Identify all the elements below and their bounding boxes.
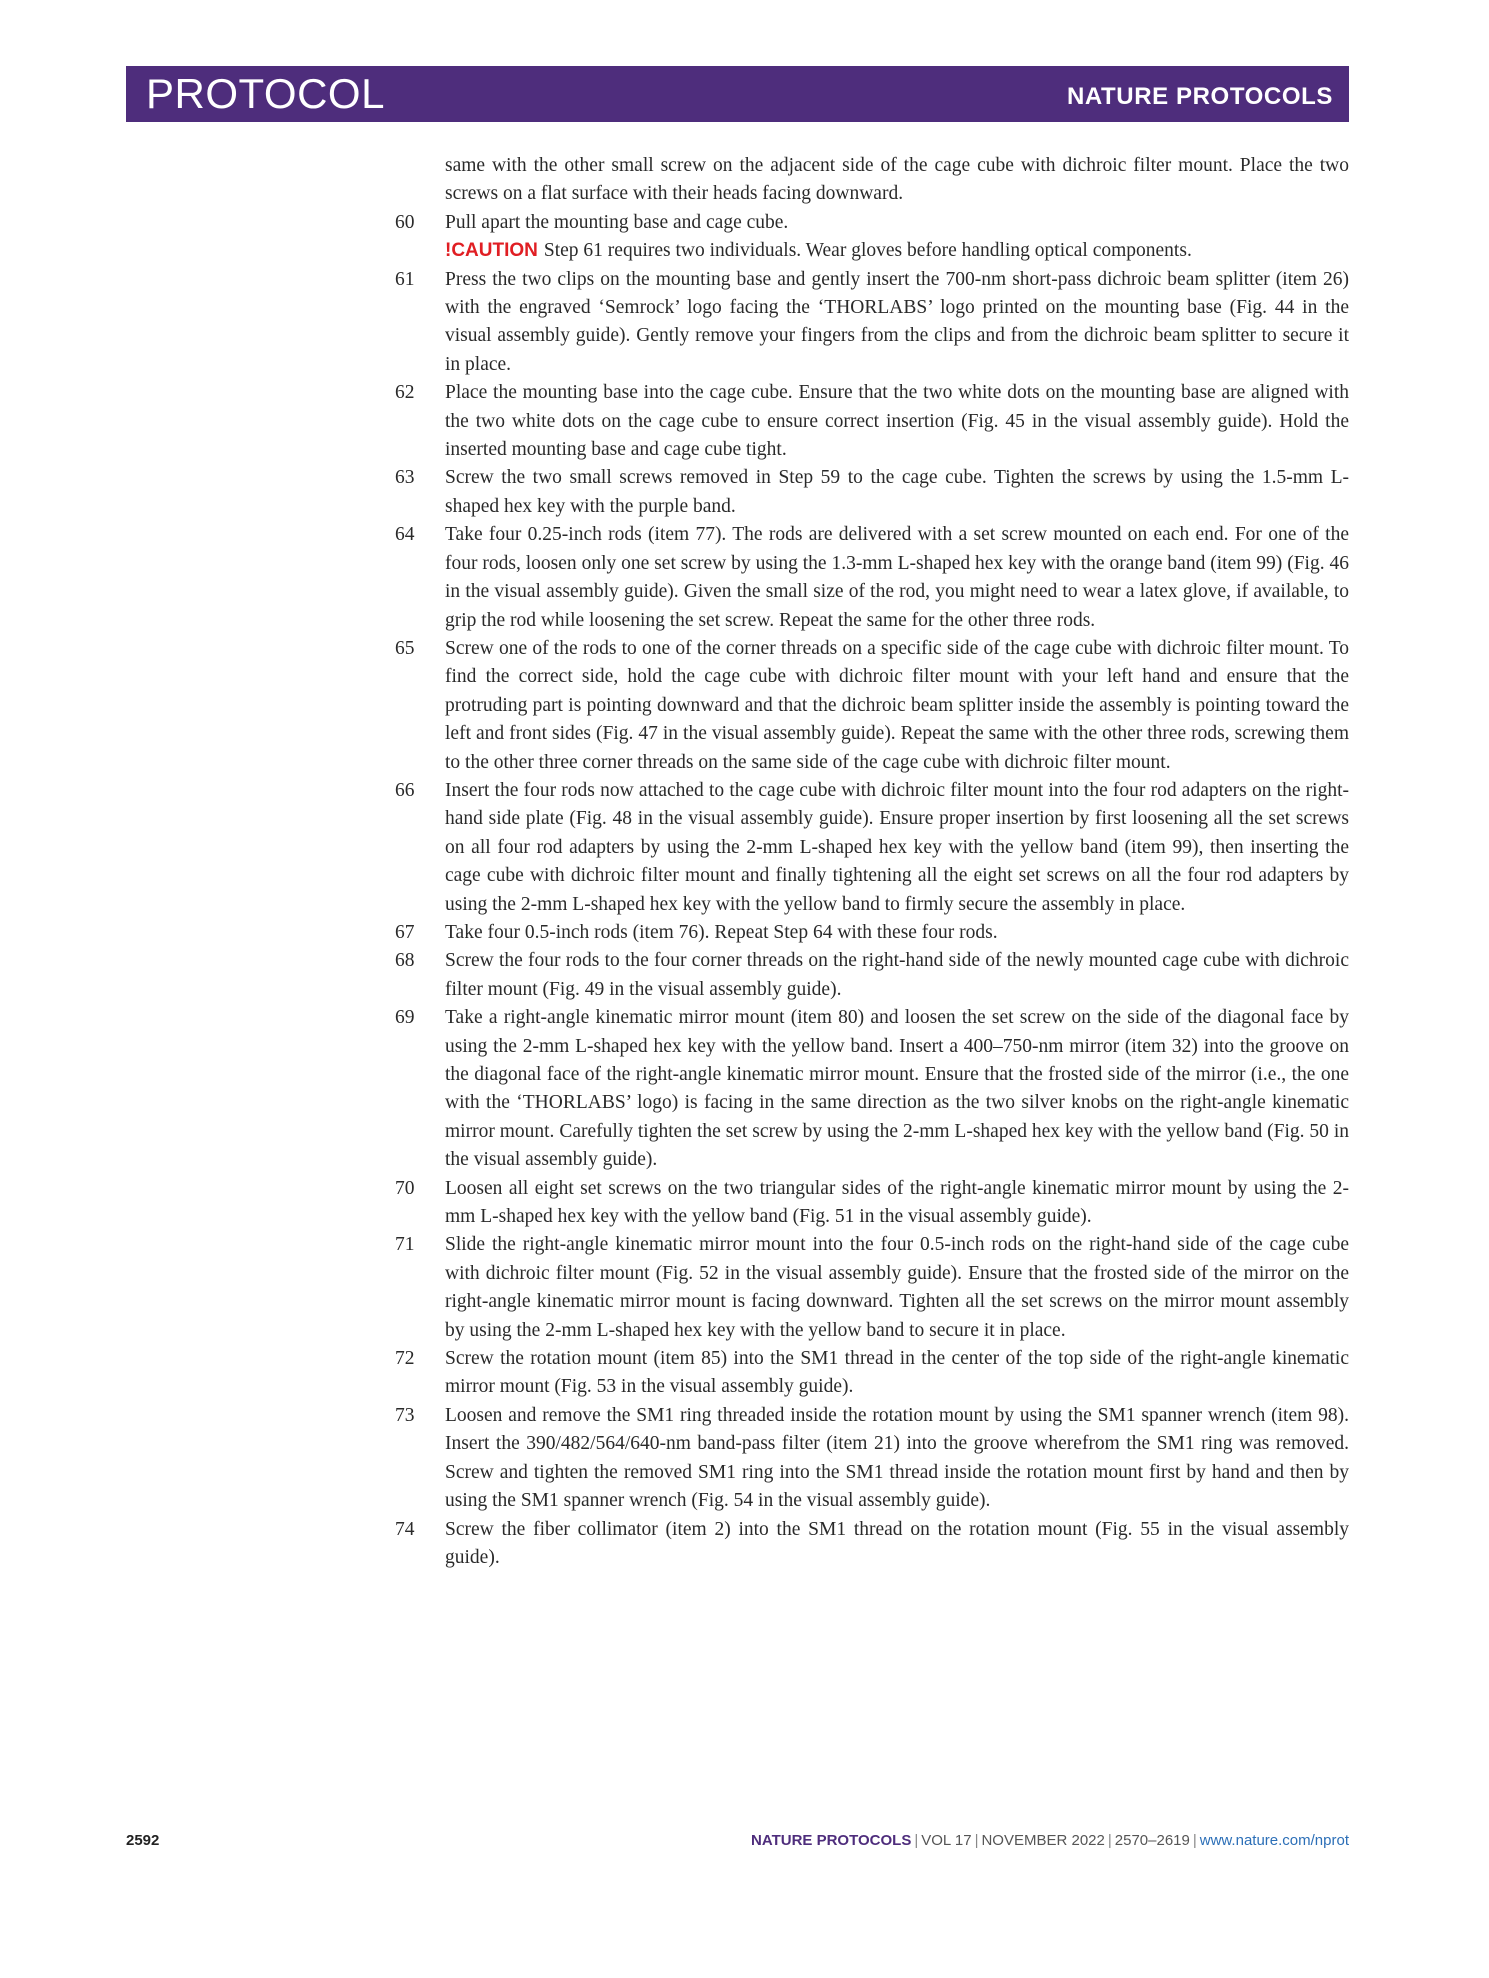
step-number: 67 — [395, 921, 415, 943]
journal-citation: NATURE PROTOCOLS | VOL 17 | NOVEMBER 2022 | 2570–2619 | www.nature.com/nprot — [751, 1832, 1349, 1849]
step-text: Insert the four rods now attached to the cage cube with dichroic filter mount into the four rod adapters on the right-hand side plate (Fig. 48 in the visual assembly guide). Ensure proper insertion by first loosening all the set screws on all four rod adapters by using the 2-mm L-shaped hex key with the yellow band (item 99), then inserting the cage cube with dichroic filter mount and finally tightening all the eight set screws on all the four rod adapters by using the 2-mm L-shaped hex key with the yellow band to firmly secure the assembly in place. — [445, 779, 1349, 915]
step-text: Screw one of the rods to one of the corner threads on a specific side of the cage cube with dichroic filter mount. To find the correct side, hold the cage cube with dichroic filter mount with your left hand and ensure that the protruding part is pointing downward and that the dichroic beam splitter inside the assembly is pointing toward the left and front sides (Fig. 47 in the visual assembly guide). Repeat the same with the other three rods, screwing them to the other three corner threads on the same side of the cage cube with dichroic filter mount. — [445, 637, 1349, 773]
step-text: Press the two clips on the mounting base and gently insert the 700-nm short-pass dichroic beam splitter (item 26) with the engraved ‘Semrock’ logo facing the ‘THORLABS’ logo printed on the mounting base (Fig. 44 in the visual assembly guide). Gently remove your fingers from the clips and from the dichroic beam splitter to secure it in place. — [445, 268, 1349, 375]
step-65 — [395, 635, 1349, 777]
step-number: 70 — [395, 1177, 415, 1199]
continued-text: same with the other small screw on the adjacent side of the cage cube with dichroic filter mount. Place the two screws on a flat surface with their heads facing downward. — [445, 155, 1349, 205]
section-label: PROTOCOL — [146, 70, 385, 117]
step-66 — [395, 777, 1349, 919]
protocol-content — [395, 152, 1349, 1572]
caution-text: Step 61 requires two individuals. Wear gloves before handling optical components. — [543, 240, 1192, 262]
step-60 — [395, 209, 1349, 237]
journal-label: NATURE PROTOCOLS — [1066, 83, 1333, 110]
step-68 — [395, 947, 1349, 1004]
step-72 — [395, 1345, 1349, 1402]
step-73 — [395, 1402, 1349, 1516]
step-74 — [395, 1516, 1349, 1573]
footer-journal-name: NATURE PROTOCOLS — [751, 1832, 912, 1849]
page-number: 2592 — [126, 1832, 160, 1849]
step-number: 61 — [395, 268, 415, 290]
footer-pages: 2570–2619 — [1114, 1832, 1190, 1849]
step-text: Screw the four rods to the four corner threads on the right-hand side of the newly mounted cage cube with dichroic filter mount (Fig. 49 in the visual assembly guide). — [445, 950, 1349, 1000]
step-number: 60 — [395, 211, 415, 233]
step-number: 66 — [395, 779, 415, 801]
header-banner — [126, 66, 1349, 122]
step-61 — [395, 266, 1349, 380]
step-number: 62 — [395, 382, 415, 404]
step-text: Slide the right-angle kinematic mirror mount into the four 0.5-inch rods on the right-hand side of the cage cube with dichroic filter mount (Fig. 52 in the visual assembly guide). Ensure that the frosted side of the mirror on the right-angle kinematic mirror mount is facing downward. Tighten all the set screws on the mirror mount assembly by using the 2-mm L-shaped hex key with the yellow band to secure it in place. — [445, 1234, 1349, 1341]
step-text: Pull apart the mounting base and cage cube. — [445, 211, 789, 233]
step-number: 69 — [395, 1007, 415, 1029]
step-text: Loosen and remove the SM1 ring threaded inside the rotation mount by using the SM1 spanner wrench (item 98). Insert the 390/482/564/640-nm band-pass filter (item 21) into the groove wherefrom the SM1 ring was removed. Screw and tighten the removed SM1 ring into the SM1 thread inside the rotation mount first by hand and then by using the SM1 spanner wrench (Fig. 54 in the visual assembly guide). — [445, 1404, 1349, 1512]
step-text: Screw the rotation mount (item 85) into the SM1 thread in the center of the top side of the right-angle kinematic mirror mount (Fig. 53 in the visual assembly guide). — [445, 1348, 1349, 1398]
step-text: Take four 0.25-inch rods (item 77). The rods are delivered with a set screw mounted on each end. For one of the four rods, loosen only one set screw by using the 1.3-mm L-shaped hex key with the orange band (item 99) (Fig. 46 in the visual assembly guide). Given the small size of the rod, you might need to wear a latex glove, if available, to grip the rod while loosening the set screw. Repeat the same for the other three rods. — [445, 524, 1349, 631]
step-text: Loosen all eight set screws on the two triangular sides of the right-angle kinematic mirror mount by using the 2-mm L-shaped hex key with the yellow band (Fig. 51 in the visual assembly guide). — [445, 1177, 1349, 1228]
step-69 — [395, 1004, 1349, 1174]
step-text: Place the mounting base into the cage cube. Ensure that the two white dots on the mounting base are aligned with the two white dots on the cage cube to ensure correct insertion (Fig. 45 in the visual assembly guide). Hold the inserted mounting base and cage cube tight. — [445, 382, 1349, 461]
step-64 — [395, 521, 1349, 635]
footer-volume: VOL 17 — [921, 1832, 972, 1849]
footer-date: NOVEMBER 2022 — [981, 1832, 1105, 1849]
caution-note — [395, 237, 1349, 265]
step-number: 68 — [395, 950, 415, 972]
step-number: 63 — [395, 467, 415, 489]
step-number: 72 — [395, 1348, 415, 1370]
step-71 — [395, 1231, 1349, 1345]
step-63 — [395, 464, 1349, 521]
page-footer — [126, 1832, 1349, 1856]
step-62 — [395, 379, 1349, 464]
step-67 — [395, 919, 1349, 947]
step-number: 71 — [395, 1234, 415, 1256]
step-text: Take four 0.5-inch rods (item 76). Repeat Step 64 with these four rods. — [445, 921, 998, 943]
step-number: 74 — [395, 1518, 415, 1540]
step-text: Screw the two small screws removed in Step 59 to the cage cube. Tighten the screws by using the 1.5-mm L-shaped hex key with the purple band. — [445, 467, 1349, 517]
step-70 — [395, 1175, 1349, 1232]
step-text: Take a right-angle kinematic mirror mount (item 80) and loosen the set screw on the side of the diagonal face by using the 2-mm L-shaped hex key with the yellow band. Insert a 400–750-nm mirror (item 32) into the groove on the diagonal face of the right-angle kinematic mirror mount. Ensure that the frosted side of the mirror (i.e., the one with the ‘THORLABS’ logo) is facing in the same direction as the two silver knobs on the right-angle kinematic mirror mount. Carefully tighten the set screw by using the 2-mm L-shaped hex key with the yellow band (Fig. 50 in the visual assembly guide). — [445, 1007, 1349, 1171]
step-number: 73 — [395, 1404, 415, 1426]
caution-label: !CAUTION — [445, 240, 538, 262]
journal-url-link[interactable]: www.nature.com/nprot — [1199, 1832, 1349, 1849]
step-number: 65 — [395, 637, 415, 659]
step-text: Screw the fiber collimator (item 2) into the SM1 thread on the rotation mount (Fig. 55 in the visual assembly guide). — [445, 1518, 1349, 1568]
step-number: 64 — [395, 524, 415, 546]
